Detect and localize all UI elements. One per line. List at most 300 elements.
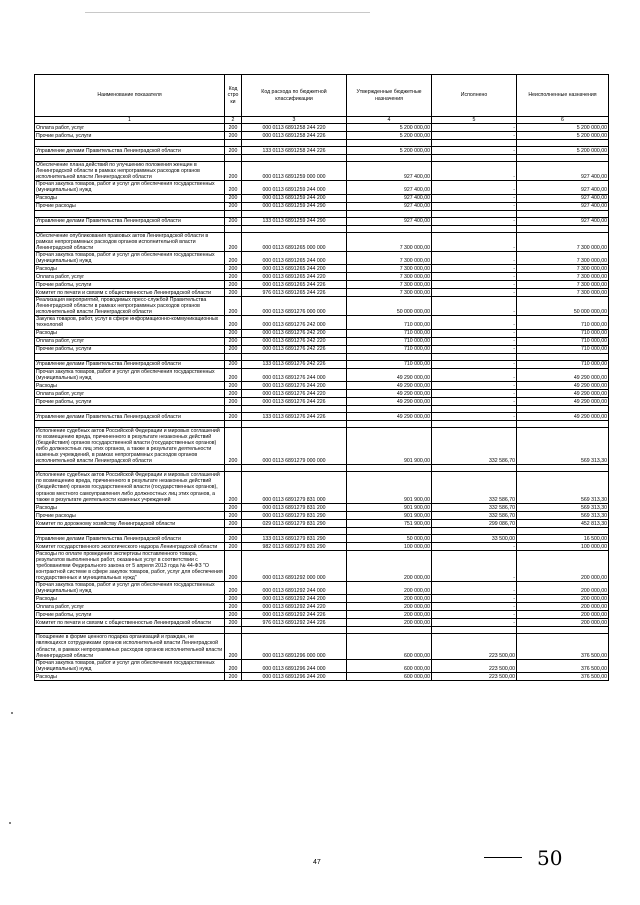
spacer-cell <box>242 155 347 162</box>
row-unexecuted: 5 200 000,00 <box>517 124 609 132</box>
table-row <box>35 181 609 194</box>
spacer-cell <box>517 210 609 217</box>
row-budget-code: 000 0113 6891258 244 226 <box>242 132 347 140</box>
row-approved: 600 000,00 <box>347 659 432 672</box>
row-executed: - <box>432 381 517 389</box>
table-row <box>35 202 609 210</box>
row-line-code: 200 <box>225 595 242 603</box>
row-approved: 901 900,00 <box>347 472 432 503</box>
row-line-code: 200 <box>225 542 242 550</box>
row-executed: - <box>432 595 517 603</box>
spacer-row <box>35 465 609 472</box>
spacer-cell <box>432 155 517 162</box>
spacer-cell <box>35 627 225 634</box>
budget-execution-table <box>34 74 609 681</box>
table-row <box>35 412 609 420</box>
table-row <box>35 389 609 397</box>
spacer-cell <box>242 405 347 412</box>
row-budget-code: 133 0113 6891258 244 226 <box>242 147 347 155</box>
row-line-code: 200 <box>225 389 242 397</box>
spacer-cell <box>517 155 609 162</box>
row-approved: 7 300 000,00 <box>347 273 432 281</box>
row-executed: 223 500,00 <box>432 659 517 672</box>
row-budget-code: 000 0113 6891265 000 000 <box>242 232 347 251</box>
row-name: Расходы <box>35 503 225 511</box>
spacer-cell <box>347 353 432 360</box>
table-row <box>35 281 609 289</box>
row-unexecuted: 16 500,00 <box>517 534 609 542</box>
spacer-cell <box>225 405 242 412</box>
row-name: Управление делами Правительства Ленинградской области <box>35 147 225 155</box>
table-row <box>35 381 609 389</box>
row-unexecuted: 200 000,00 <box>517 611 609 619</box>
column-number: 1 <box>35 117 225 124</box>
row-budget-code: 133 0113 6891276 242 226 <box>242 360 347 368</box>
row-budget-code: 000 0113 6891258 244 220 <box>242 124 347 132</box>
row-unexecuted: 927 400,00 <box>517 162 609 181</box>
row-unexecuted: 376 500,00 <box>517 634 609 659</box>
row-unexecuted: 49 290 000,00 <box>517 389 609 397</box>
row-unexecuted: 7 300 000,00 <box>517 265 609 273</box>
row-approved: 710 000,00 <box>347 360 432 368</box>
row-approved: 7 300 000,00 <box>347 289 432 297</box>
row-approved: 901 900,00 <box>347 511 432 519</box>
row-name: Оплата работ, услуг <box>35 124 225 132</box>
column-number: 5 <box>432 117 517 124</box>
row-line-code: 200 <box>225 582 242 595</box>
spacer-cell <box>225 225 242 232</box>
table-row <box>35 147 609 155</box>
row-name: Оплата работ, услуг <box>35 337 225 345</box>
row-unexecuted: 200 000,00 <box>517 619 609 627</box>
row-budget-code: 000 0113 6891259 244 290 <box>242 202 347 210</box>
row-name: Прочая закупка товаров, работ и услуг для обеспечения государственных (муниципальных) нужд <box>35 251 225 264</box>
row-budget-code: 000 0113 6891279 831 000 <box>242 472 347 503</box>
row-approved: 710 000,00 <box>347 345 432 353</box>
row-line-code: 200 <box>225 281 242 289</box>
page-number: 47 <box>313 859 321 866</box>
spacer-row <box>35 405 609 412</box>
row-name: Прочие работы, услуги <box>35 281 225 289</box>
spacer-cell <box>35 140 225 147</box>
row-line-code: 200 <box>225 251 242 264</box>
row-unexecuted: 49 290 000,00 <box>517 412 609 420</box>
spacer-cell <box>517 465 609 472</box>
row-name: Управление делами Правительства Ленинградской области <box>35 360 225 368</box>
row-budget-code: 000 0113 6891259 000 000 <box>242 162 347 181</box>
table-row <box>35 265 609 273</box>
row-executed: - <box>432 542 517 550</box>
row-unexecuted: 200 000,00 <box>517 603 609 611</box>
spacer-cell <box>432 140 517 147</box>
row-budget-code: 000 0113 6891279 831 290 <box>242 511 347 519</box>
row-unexecuted: 5 200 000,00 <box>517 132 609 140</box>
row-unexecuted: 100 000,00 <box>517 542 609 550</box>
spacer-cell <box>432 465 517 472</box>
row-budget-code: 000 0113 6891292 244 200 <box>242 595 347 603</box>
row-executed: - <box>432 232 517 251</box>
table-row <box>35 582 609 595</box>
row-line-code: 200 <box>225 194 242 202</box>
row-name: Управление делами Правительства Ленинградской области <box>35 217 225 225</box>
row-budget-code: 000 0113 6891296 000 000 <box>242 634 347 659</box>
row-unexecuted: 200 000,00 <box>517 582 609 595</box>
row-approved: 49 290 000,00 <box>347 381 432 389</box>
spacer-cell <box>432 210 517 217</box>
spacer-cell <box>225 527 242 534</box>
spacer-cell <box>225 627 242 634</box>
row-name: Прочая закупка товаров, работ и услуг для обеспечения государственных (муниципальных) нужд <box>35 181 225 194</box>
spacer-cell <box>517 225 609 232</box>
spacer-cell <box>242 140 347 147</box>
row-unexecuted: 200 000,00 <box>517 550 609 581</box>
row-budget-code: 000 0113 6891276 000 000 <box>242 297 347 316</box>
row-name: Расходы по оплате проведения экспертизы поставленного товара, результатов выполненных работ, оказанных услуг в соответствии с требованиями Федерального закона от 5 апреля 2013 года № 44-ФЗ "О контрактной системе в сфере закупок товаров, работ, услуг для обеспечения государственных и муниципальных нужд" <box>36 550 223 582</box>
row-executed: - <box>432 619 517 627</box>
row-budget-code: 976 0113 6891265 244 226 <box>242 289 347 297</box>
spacer-cell <box>347 210 432 217</box>
row-approved: 927 400,00 <box>347 162 432 181</box>
row-line-code: 200 <box>225 297 242 316</box>
row-name: Управление делами Правительства Ленинградской области <box>35 534 225 542</box>
row-name: Оплата работ, услуг <box>35 389 225 397</box>
row-budget-code: 000 0113 6891276 244 000 <box>242 368 347 381</box>
row-approved: 49 290 000,00 <box>347 368 432 381</box>
row-approved: 710 000,00 <box>347 329 432 337</box>
row-budget-code: 000 0113 6891296 244 000 <box>242 659 347 672</box>
spacer-cell <box>225 353 242 360</box>
table-row <box>35 397 609 405</box>
row-line-code: 200 <box>225 659 242 672</box>
table-row <box>35 619 609 627</box>
row-line-code: 200 <box>225 611 242 619</box>
row-budget-code: 133 0113 6891279 831 290 <box>242 534 347 542</box>
row-executed: - <box>432 397 517 405</box>
row-line-code: 200 <box>225 124 242 132</box>
table-row <box>35 217 609 225</box>
row-unexecuted: 376 500,00 <box>517 672 609 680</box>
row-approved: 49 290 000,00 <box>347 389 432 397</box>
spacer-row <box>35 140 609 147</box>
row-executed: - <box>432 345 517 353</box>
row-approved: 901 900,00 <box>347 503 432 511</box>
row-executed: 332 586,70 <box>432 472 517 503</box>
row-unexecuted: 569 313,30 <box>517 427 609 465</box>
row-name: Комитет по дорожному хозяйству Ленинградской области <box>35 519 225 527</box>
row-executed: - <box>432 368 517 381</box>
column-number: 4 <box>347 117 432 124</box>
row-name: Закупка товаров, работ, услуг в сфере информационно-коммуникационных технологий <box>35 316 225 329</box>
spacer-cell <box>517 405 609 412</box>
row-name: Прочие расходы <box>35 511 225 519</box>
row-executed: 332 586,70 <box>432 503 517 511</box>
row-line-code: 200 <box>225 232 242 251</box>
stamp-underline <box>484 857 522 858</box>
row-budget-code: 000 0113 6891259 244 000 <box>242 181 347 194</box>
row-executed: - <box>432 202 517 210</box>
row-executed: - <box>432 289 517 297</box>
row-line-code: 200 <box>225 345 242 353</box>
table-row <box>35 611 609 619</box>
row-executed: - <box>432 217 517 225</box>
row-line-code: 200 <box>225 550 242 581</box>
row-approved: 5 200 000,00 <box>347 124 432 132</box>
row-unexecuted: 927 400,00 <box>517 194 609 202</box>
spacer-cell <box>242 420 347 427</box>
row-approved: 5 200 000,00 <box>347 147 432 155</box>
table-row <box>35 329 609 337</box>
row-executed: - <box>432 611 517 619</box>
table-row <box>35 511 609 519</box>
row-executed: - <box>432 281 517 289</box>
spacer-cell <box>35 527 225 534</box>
spacer-row <box>35 155 609 162</box>
header-unexecuted: Неисполненные назначения <box>517 75 609 117</box>
row-name: Прочие расходы <box>35 202 225 210</box>
row-approved: 50 000 000,00 <box>347 297 432 316</box>
row-budget-code: 000 0113 6891296 244 200 <box>242 672 347 680</box>
table-row <box>35 368 609 381</box>
table-row <box>35 427 609 465</box>
row-approved: 600 000,00 <box>347 672 432 680</box>
row-line-code: 200 <box>225 511 242 519</box>
row-approved: 7 300 000,00 <box>347 251 432 264</box>
row-executed: 332 586,70 <box>432 427 517 465</box>
row-executed: - <box>432 550 517 581</box>
row-unexecuted: 710 000,00 <box>517 345 609 353</box>
row-executed: - <box>432 329 517 337</box>
table-header-row <box>35 75 609 117</box>
row-executed: 33 500,00 <box>432 534 517 542</box>
row-name: Расходы <box>35 381 225 389</box>
spacer-cell <box>35 225 225 232</box>
row-line-code: 200 <box>225 634 242 659</box>
row-executed: - <box>432 251 517 264</box>
row-unexecuted: 50 000 000,00 <box>517 297 609 316</box>
row-unexecuted: 7 300 000,00 <box>517 289 609 297</box>
row-name: Комитет государственного экологического надзора Ленинградской области <box>35 542 225 550</box>
row-name: Прочая закупка товаров, работ и услуг для обеспечения государственных (муниципальных) нужд <box>35 582 225 595</box>
row-approved: 7 300 000,00 <box>347 232 432 251</box>
row-line-code: 200 <box>225 619 242 627</box>
row-unexecuted: 710 000,00 <box>517 360 609 368</box>
spacer-cell <box>242 353 347 360</box>
row-name: Расходы <box>35 595 225 603</box>
row-approved: 50 000,00 <box>347 534 432 542</box>
spacer-cell <box>347 225 432 232</box>
row-approved: 200 000,00 <box>347 550 432 581</box>
row-line-code: 200 <box>225 265 242 273</box>
row-unexecuted: 569 313,30 <box>517 511 609 519</box>
row-budget-code: 000 0113 6891292 244 226 <box>242 611 347 619</box>
row-unexecuted: 927 400,00 <box>517 202 609 210</box>
spacer-cell <box>517 140 609 147</box>
row-approved: 600 000,00 <box>347 634 432 659</box>
column-number-row <box>35 117 609 124</box>
row-budget-code: 000 0113 6891292 244 220 <box>242 603 347 611</box>
row-budget-code: 000 0113 6891292 244 000 <box>242 582 347 595</box>
row-approved: 200 000,00 <box>347 603 432 611</box>
column-number: 3 <box>242 117 347 124</box>
row-budget-code: 000 0113 6891279 000 000 <box>242 427 347 465</box>
row-executed: - <box>432 265 517 273</box>
row-approved: 927 400,00 <box>347 217 432 225</box>
row-unexecuted: 7 300 000,00 <box>517 232 609 251</box>
spacer-cell <box>242 465 347 472</box>
table-row <box>35 550 609 581</box>
table-row <box>35 519 609 527</box>
row-line-code: 200 <box>225 397 242 405</box>
row-executed: - <box>432 297 517 316</box>
table-row <box>35 672 609 680</box>
row-name: Прочие работы, услуги <box>35 611 225 619</box>
row-name: Исполнение судебных актов Российской Федерации и мировых соглашений по возмещению вреда, причиненного в результате незаконных действий (бездействия) органов государственной власти (государственных органов) либо должностных лиц этих органов, а также в результате деятельности казенных учреждений, в рамках непрограммных расходов органов исполнительной власти Ленинградской области <box>35 427 225 465</box>
row-approved: 200 000,00 <box>347 611 432 619</box>
row-budget-code: 000 0113 6891292 000 000 <box>242 550 347 581</box>
row-budget-code: 000 0113 6891265 244 220 <box>242 273 347 281</box>
spacer-cell <box>347 527 432 534</box>
spacer-row <box>35 420 609 427</box>
row-line-code: 200 <box>225 337 242 345</box>
row-unexecuted: 452 813,30 <box>517 519 609 527</box>
row-name: Расходы <box>35 329 225 337</box>
spacer-cell <box>35 353 225 360</box>
row-budget-code: 000 0113 6891276 242 220 <box>242 337 347 345</box>
row-executed: 223 500,00 <box>432 634 517 659</box>
row-line-code: 200 <box>225 368 242 381</box>
row-line-code: 200 <box>225 534 242 542</box>
row-budget-code: 000 0113 6891259 244 200 <box>242 194 347 202</box>
row-executed: - <box>432 194 517 202</box>
row-budget-code: 000 0113 6891265 244 000 <box>242 251 347 264</box>
header-executed: Исполнено <box>432 75 517 117</box>
row-unexecuted: 49 290 000,00 <box>517 368 609 381</box>
row-unexecuted: 927 400,00 <box>517 217 609 225</box>
row-line-code: 200 <box>225 289 242 297</box>
row-approved: 49 290 000,00 <box>347 412 432 420</box>
table-row <box>35 503 609 511</box>
row-budget-code: 000 0113 6891276 244 200 <box>242 381 347 389</box>
row-budget-code: 000 0113 6891265 244 226 <box>242 281 347 289</box>
spacer-row <box>35 627 609 634</box>
table-row <box>35 162 609 181</box>
row-line-code: 200 <box>225 519 242 527</box>
row-budget-code: 029 0113 6891279 831 290 <box>242 519 347 527</box>
spacer-cell <box>35 210 225 217</box>
spacer-cell <box>225 420 242 427</box>
row-executed: - <box>432 147 517 155</box>
spacer-cell <box>35 420 225 427</box>
row-name: Поощрение в форме ценного подарка организаций и граждан, не являющихся сотрудниками органов исполнительной власти Ленинградской области, в рамках непрограммных расходов органов исполнительной власти Ленинградской области <box>35 634 225 659</box>
row-unexecuted: 7 300 000,00 <box>517 281 609 289</box>
row-line-code: 200 <box>225 672 242 680</box>
row-unexecuted: 7 300 000,00 <box>517 273 609 281</box>
table-row <box>35 534 609 542</box>
spacer-cell <box>347 405 432 412</box>
row-name: Обеспечение опубликования правовых актов Ленинградской области в рамках непрограммных расходов органов исполнительной власти Ленинградской области <box>35 232 225 251</box>
spacer-cell <box>242 210 347 217</box>
row-approved: 901 900,00 <box>347 427 432 465</box>
row-executed: - <box>432 181 517 194</box>
spacer-cell <box>517 627 609 634</box>
row-executed: - <box>432 603 517 611</box>
row-executed: - <box>432 389 517 397</box>
row-budget-code: 982 0113 6891279 831 290 <box>242 542 347 550</box>
row-approved: 5 200 000,00 <box>347 132 432 140</box>
row-unexecuted: 376 500,00 <box>517 659 609 672</box>
spacer-row <box>35 527 609 534</box>
row-name: Прочие работы, услуги <box>35 397 225 405</box>
row-unexecuted: 5 200 000,00 <box>517 147 609 155</box>
row-budget-code: 000 0113 6891276 244 226 <box>242 397 347 405</box>
row-name: Прочие работы, услуги <box>35 345 225 353</box>
table-row <box>35 595 609 603</box>
row-unexecuted: 710 000,00 <box>517 316 609 329</box>
top-rule <box>85 12 370 13</box>
row-executed: - <box>432 124 517 132</box>
row-unexecuted: 200 000,00 <box>517 595 609 603</box>
header-line-code: Код стро ки <box>225 75 242 117</box>
spacer-row <box>35 225 609 232</box>
row-unexecuted: 569 313,30 <box>517 503 609 511</box>
row-budget-code: 133 0113 6891276 244 226 <box>242 412 347 420</box>
row-line-code: 200 <box>225 603 242 611</box>
row-unexecuted: 49 290 000,00 <box>517 397 609 405</box>
spacer-cell <box>35 155 225 162</box>
header-budget-code: Код расхода по бюджетной классификации <box>242 75 347 117</box>
row-approved: 927 400,00 <box>347 194 432 202</box>
table-row <box>35 542 609 550</box>
row-budget-code: 133 0113 6891259 244 290 <box>242 217 347 225</box>
row-approved: 200 000,00 <box>347 595 432 603</box>
header-indicator-name: Наименование показателя <box>35 75 225 117</box>
column-number: 2 <box>225 117 242 124</box>
row-budget-code: 976 0113 6891292 244 226 <box>242 619 347 627</box>
row-budget-code: 000 0113 6891276 242 226 <box>242 345 347 353</box>
spacer-cell <box>517 527 609 534</box>
row-name: Расходы <box>35 194 225 202</box>
spacer-cell <box>517 353 609 360</box>
row-name: Прочие работы, услуги <box>35 132 225 140</box>
row-line-code: 200 <box>225 147 242 155</box>
row-executed: - <box>432 132 517 140</box>
row-approved: 49 290 000,00 <box>347 397 432 405</box>
row-unexecuted: 49 290 000,00 <box>517 381 609 389</box>
table-row <box>35 316 609 329</box>
row-budget-code: 000 0113 6891276 242 200 <box>242 329 347 337</box>
row-line-code: 200 <box>225 329 242 337</box>
row-approved: 927 400,00 <box>347 181 432 194</box>
row-line-code: 200 <box>225 202 242 210</box>
spacer-cell <box>432 627 517 634</box>
scan-speck <box>9 822 11 824</box>
table-row <box>35 345 609 353</box>
table-row <box>35 659 609 672</box>
row-approved: 200 000,00 <box>347 619 432 627</box>
table-row <box>35 337 609 345</box>
row-approved: 200 000,00 <box>347 582 432 595</box>
spacer-cell <box>432 420 517 427</box>
row-unexecuted: 710 000,00 <box>517 329 609 337</box>
row-name: Комитет по печати и связям с общественностью Ленинградской области <box>35 619 225 627</box>
spacer-cell <box>347 155 432 162</box>
row-executed: - <box>432 316 517 329</box>
row-line-code: 200 <box>225 162 242 181</box>
table-row <box>35 472 609 503</box>
header-approved: Утвержденные бюджетные назначения <box>347 75 432 117</box>
spacer-cell <box>432 353 517 360</box>
row-approved: 751 900,00 <box>347 519 432 527</box>
